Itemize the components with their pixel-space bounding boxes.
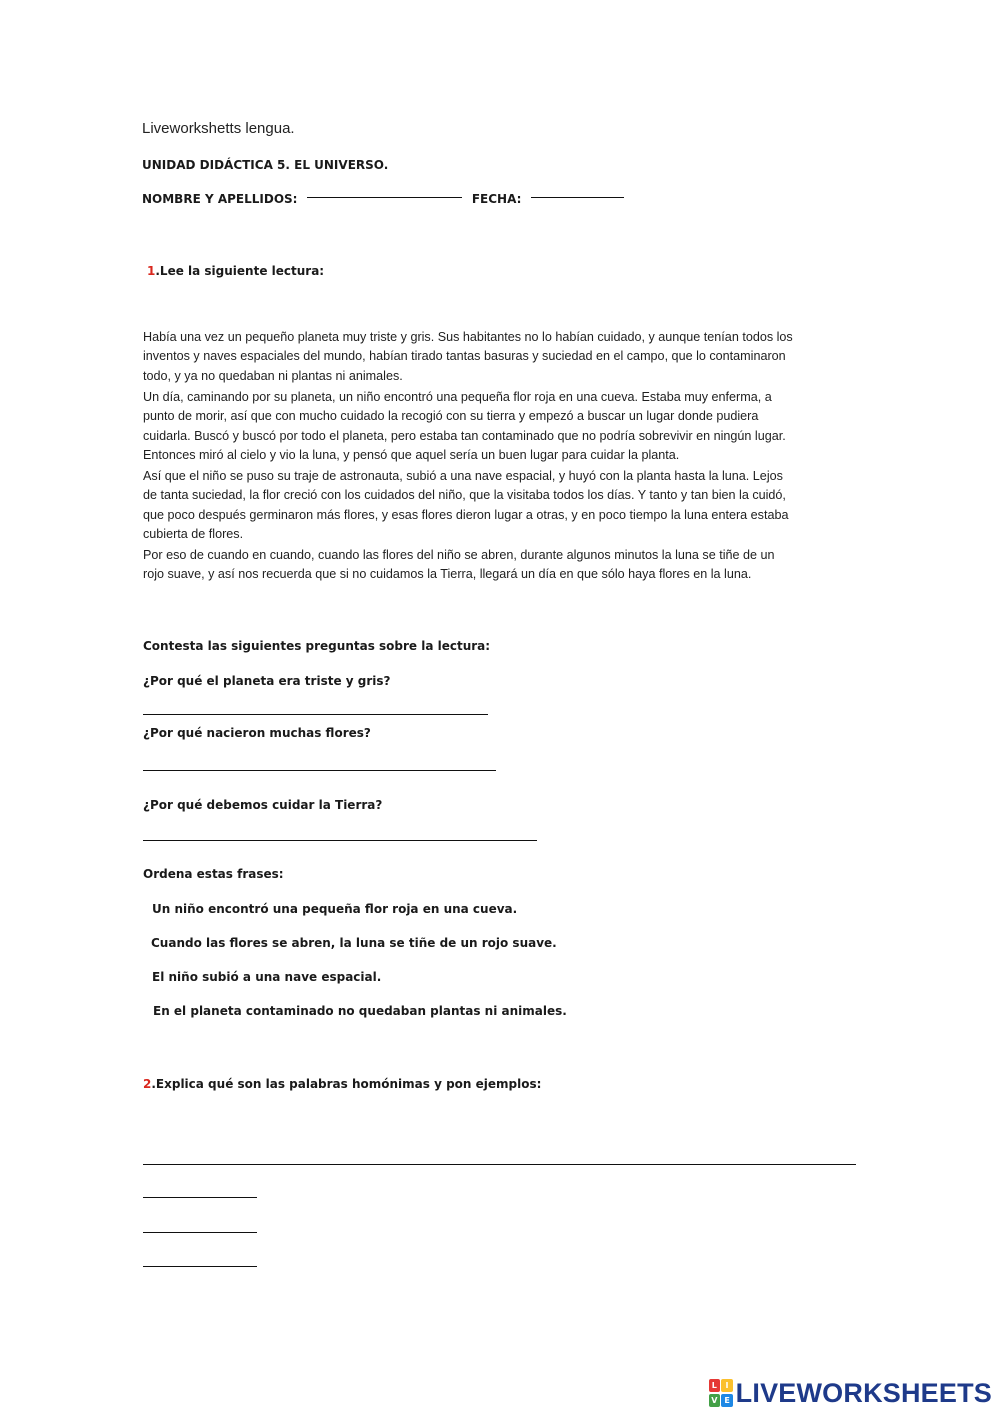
date-input-line[interactable] (531, 197, 624, 198)
reading-paragraph: Así que el niño se puso su traje de astronauta, subió a una nave espacial, y huyó con la planta hasta la luna. Lejos de tanta suciedad, la flor creció con los cuidados del niño, que la visitaba todos los días. Y tanto y tan bien la cuidó, que poco después germinaron más flores, y esas flores dieron lugar a otras, y en poco tiempo la luna entera estaba cubierta de flores. (143, 468, 789, 542)
question-1: ¿Por qué el planeta era triste y gris? (143, 674, 391, 688)
logo-text: LIVEWORKSHEETS (735, 1377, 992, 1408)
answer-line-3[interactable] (143, 840, 537, 841)
logo-letter: L (709, 1379, 720, 1392)
student-info-row (142, 192, 624, 206)
order-title: Ordena estas frases: (143, 867, 284, 881)
answer-line-definition[interactable] (143, 1164, 856, 1165)
reading-paragraph: Había una vez un pequeño planeta muy triste y gris. Sus habitantes no lo habían cuidado, y aunque tenían todos los inventos y naves espaciales del mundo, habían tirado tantas basuras y suciedad en el campo, que lo contaminaron todo, y ya no quedaban ni plantas ni animales. (143, 330, 793, 383)
exercise-1-title (147, 264, 324, 278)
logo-letter: I (721, 1379, 732, 1392)
exercise-1-number: 1 (147, 264, 156, 278)
exercise-2-title (143, 1077, 541, 1091)
answer-line-2[interactable] (143, 770, 496, 771)
liveworksheets-logo (709, 1376, 992, 1410)
reading-paragraph: Por eso de cuando en cuando, cuando las flores del niño se abren, durante algunos minutos la luna se tiñe de un rojo suave, y así nos recuerda que si no cuidamos la Tierra, llegará un día en que sólo haya flores en la luna. (143, 547, 775, 582)
example-line-1[interactable] (143, 1197, 257, 1198)
order-sentence[interactable]: En el planeta contaminado no quedaban plantas ni animales. (153, 1004, 567, 1018)
example-line-3[interactable] (143, 1266, 257, 1267)
name-label: NOMBRE Y APELLIDOS: (142, 192, 298, 206)
reading-text (143, 328, 793, 586)
date-label: FECHA: (471, 192, 522, 206)
order-sentence[interactable]: El niño subió a una nave espacial. (152, 970, 382, 984)
questions-intro: Contesta las siguientes preguntas sobre la lectura: (143, 639, 491, 653)
logo-letter: E (721, 1394, 732, 1407)
question-3: ¿Por qué debemos cuidar la Tierra? (143, 798, 383, 812)
example-line-2[interactable] (143, 1232, 257, 1233)
exercise-2-title-text: .Explica qué son las palabras homónimas y pon ejemplos: (151, 1077, 542, 1091)
logo-icon (709, 1379, 733, 1407)
order-sentence[interactable]: Cuando las flores se abren, la luna se tiñe de un rojo suave. (151, 936, 557, 950)
question-2: ¿Por qué nacieron muchas flores? (143, 726, 371, 740)
reading-paragraph: Un día, caminando por su planeta, un niño encontró una pequeña flor roja en una cueva. Estaba muy enferma, a punto de morir, así que con mucho cuidado la recogió con su tierra y empezó a buscar un lugar donde pudiera cuidarla. Buscó y buscó por todo el planeta, pero estaba tan contaminado que no podría sobrevivir en ningún lugar. Entonces miró al cielo y vio la luna, y pensó que aquel sería un buen lugar para cuidar la planta. (143, 389, 786, 462)
order-sentence[interactable]: Un niño encontró una pequeña flor roja en una cueva. (152, 902, 518, 916)
answer-line-1[interactable] (143, 714, 488, 715)
name-input-line[interactable] (307, 197, 462, 198)
site-title: Liveworkshetts lengua. (142, 120, 295, 137)
unit-title: UNIDAD DIDÁCTICA 5. EL UNIVERSO. (142, 158, 389, 172)
exercise-2-number: 2 (143, 1077, 152, 1091)
logo-letter: V (709, 1394, 720, 1407)
exercise-1-title-text: .Lee la siguiente lectura: (155, 264, 325, 278)
